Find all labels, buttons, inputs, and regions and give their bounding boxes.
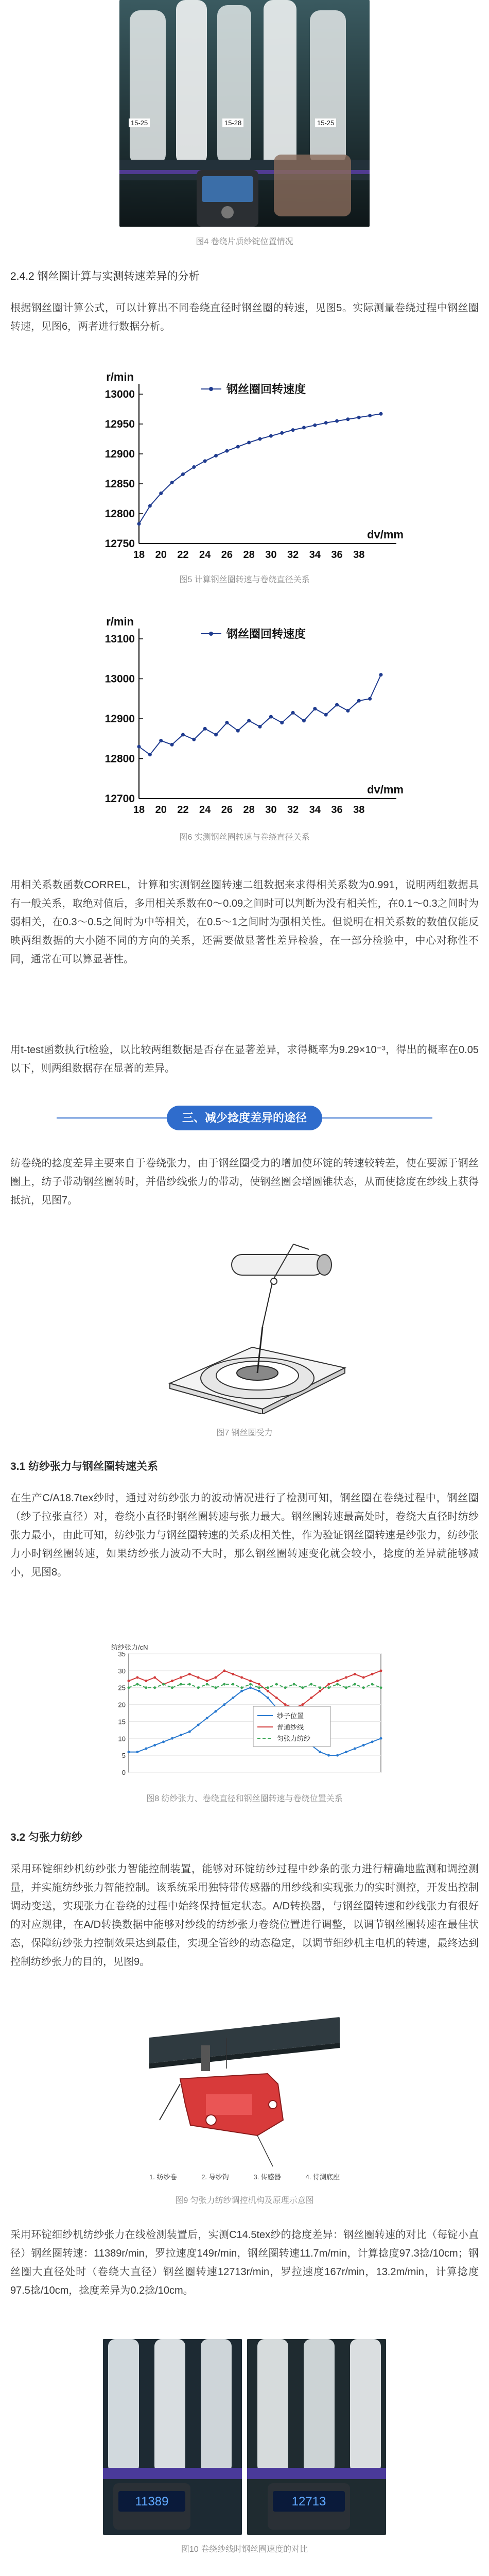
- data-point: [354, 1683, 356, 1686]
- data-point: [136, 1751, 138, 1753]
- data-point: [354, 1673, 356, 1675]
- data-point: [223, 1703, 225, 1706]
- data-point: [280, 721, 284, 724]
- x-tick-label: 18: [133, 804, 145, 816]
- data-point: [324, 421, 328, 425]
- data-point: [275, 1683, 278, 1686]
- figure-9-illustration: [149, 2017, 340, 2187]
- data-point: [346, 417, 350, 421]
- paragraph-31: 在生产C/A18.7tex纱时，通过对纺纱张力的波动情况进行了检测可知，钢丝圈在卷绕过程中，钢丝圈（纱子拉张直径）对，卷绕小直径时钢丝圈转速与张力最大。钢丝圈转速最高处时，卷绕大直径时纺纱张力最小，由此可知，纺纱张力与钢丝圈转速的关系成相关性，作为验证钢丝圈转速是纱张力，纺纱张力小时钢丝圈转速，如果纺纱张力波动不大时，那么钢丝圈转速变化就会较小，捻度的差异就能够减小，见图8。: [10, 1493, 479, 1578]
- spindle-id-label: 15-28: [222, 118, 243, 127]
- data-point: [284, 1686, 287, 1689]
- data-point: [206, 1717, 208, 1719]
- section-3-2-heading: 3.2 匀张力纺纱: [10, 1832, 83, 1843]
- x-tick-label: 34: [309, 804, 321, 816]
- figure-9-label: 2. 导纱钩: [201, 2173, 229, 2181]
- data-point: [236, 729, 240, 733]
- data-point: [269, 434, 273, 438]
- data-point: [180, 1734, 182, 1736]
- data-point: [319, 1690, 321, 1692]
- x-tick-label: 24: [199, 804, 211, 816]
- paragraph-32: 采用环锭细纱机纺纱张力智能控制装置，能够对环锭纺纱过程中纱条的张力进行精确地监测和调控测量，并实施纺纱张力智能控制。该系统采用独特带传感器的用纱线和实现张力的实时测控，开发出控制调动变送，实现张力在卷绕的过程中始终保持恒定状态。A/D转换器，与钢丝圈转速和纱线张力有很好的对应规律，在A/D转换数据中能够对纱线的纺纱张力卷绕位置进行调整，以调节钢丝圈转速在最佳状态，保障纺纱张力控制效果达到最佳，实现全管纱的动态稳定，以调节细纱机主电机的转速，最终达到控制纺纱张力的目的，见图9。: [10, 1863, 479, 1968]
- x-tick-label: 18: [133, 549, 145, 561]
- data-point: [362, 1744, 365, 1747]
- data-point: [247, 440, 251, 444]
- x-tick-label: 36: [331, 549, 343, 561]
- data-point: [371, 1673, 374, 1675]
- series-line: [139, 414, 381, 523]
- data-point: [258, 1690, 260, 1692]
- x-axis-unit: dv/mm: [367, 783, 404, 796]
- data-point: [280, 431, 284, 435]
- data-point: [275, 1697, 278, 1699]
- data-point: [181, 472, 185, 476]
- data-point: [345, 1751, 347, 1753]
- spindle-speed-display-left: [103, 2339, 242, 2535]
- section-3-title: 三、减少捻度差异的途径: [167, 1106, 322, 1130]
- x-tick-label: 28: [243, 804, 255, 816]
- figure-8-chart: [103, 1638, 391, 1788]
- data-point: [188, 1731, 191, 1733]
- data-point: [362, 1686, 365, 1689]
- x-tick-label: 22: [177, 549, 189, 561]
- data-point: [258, 1683, 260, 1686]
- x-tick-label: 38: [353, 804, 365, 816]
- section-2-4-2-heading: 2.4.2 钢丝圈计算与实测转速差异的分析: [10, 270, 200, 282]
- data-point: [313, 707, 317, 710]
- data-point: [302, 426, 306, 429]
- data-point: [128, 1751, 130, 1753]
- y-tick-label: 15: [118, 1718, 126, 1726]
- data-point: [301, 1686, 304, 1689]
- legend-label: 普通纱线: [277, 1723, 304, 1731]
- figure-10-photo-left: [103, 2339, 242, 2535]
- data-point: [236, 445, 240, 449]
- y-tick-label: 30: [118, 1667, 126, 1675]
- data-point: [319, 1751, 321, 1753]
- data-point: [368, 697, 372, 701]
- spindle-speed-display-right: [247, 2339, 386, 2535]
- data-point: [301, 1703, 304, 1706]
- y-axis-label: 纺纱张力/cN: [111, 1643, 148, 1651]
- data-point: [371, 1740, 374, 1743]
- figure-5-chart: [77, 363, 412, 569]
- data-point: [324, 713, 328, 717]
- x-tick-label: 26: [221, 549, 233, 561]
- x-tick-label: 28: [243, 549, 255, 561]
- data-point: [240, 1690, 243, 1692]
- spinning-frame-photo: [119, 0, 370, 227]
- y-tick-label: 13000: [104, 388, 135, 400]
- data-point: [214, 1710, 217, 1713]
- data-point: [232, 1697, 234, 1699]
- data-point: [148, 753, 152, 756]
- data-point: [145, 1748, 147, 1750]
- paragraph-32b: 采用环锭细纱机纺纱张力在线检测装置后，实测C14.5tex纱的捻度差异：钢丝圈转速的对比（每锭小直径）钢丝圈转速：11389r/min，罗拉速度149r/min，钢丝圈转速11.7m/min，计算捻度97.3捻/10cm；钢丝圈大直径处时（卷绕大直径）钢丝圈转速12713r/min，罗拉速度167r/min，13.2m/min，计算捻度97.5捻/10cm，捻度差异为0.2捻/10cm。: [10, 2229, 479, 2296]
- figure-7-diagram: [139, 1234, 350, 1414]
- data-point: [336, 1754, 339, 1757]
- data-point: [258, 725, 262, 728]
- data-point: [380, 1737, 382, 1740]
- data-point: [232, 1683, 234, 1686]
- figure-6-caption: 图6 实测钢丝圈转速与卷绕直径关系: [179, 833, 310, 842]
- figure-9-labels: [149, 2172, 340, 2181]
- paragraph-ttest: 用t-test函数执行t检验，以比较两组数据是否存在显著差异，求得概率为9.29×10⁻³，得出的概率在0.05以下，则两组数据存在显著的差异。: [10, 1044, 479, 1074]
- data-point: [192, 738, 196, 741]
- data-point: [302, 719, 306, 722]
- data-point: [291, 711, 295, 715]
- data-point: [240, 1676, 243, 1679]
- x-tick-label: 22: [177, 804, 189, 816]
- data-point: [310, 1683, 312, 1686]
- data-point: [153, 1676, 156, 1679]
- data-point: [206, 1683, 208, 1686]
- legend-marker: [209, 387, 213, 391]
- x-tick-label: 24: [199, 549, 211, 561]
- y-tick-label: 12750: [104, 538, 135, 550]
- y-tick-label: 12900: [104, 448, 135, 460]
- figure-10-caption: 图10 卷绕纱线时钢丝圈速度的对比: [181, 2545, 308, 2554]
- svg-text:11389: 11389: [135, 2495, 169, 2509]
- x-tick-label: 20: [155, 549, 167, 561]
- x-tick-label: 32: [287, 804, 299, 816]
- data-point: [170, 743, 174, 747]
- data-point: [171, 1680, 173, 1682]
- data-point: [362, 1676, 365, 1679]
- data-point: [354, 1748, 356, 1750]
- data-point: [145, 1680, 147, 1682]
- data-point: [197, 1676, 200, 1679]
- data-point: [368, 414, 372, 417]
- x-tick-label: 36: [331, 804, 343, 816]
- y-tick-label: 12950: [104, 418, 135, 430]
- spindle-id-label: 15-25: [315, 118, 336, 127]
- paragraph-intro-3: 纺卷绕的捻度差异主要来自于卷绕张力，由于钢丝圈受力的增加使环锭的转速较转差，使在要源于钢丝圈上，纺子带动钢丝圈转时，并借纱线张力的带动，使钢丝圈会增圆锥状态，从而使捻度在纱线上获得抵抗，见图7。: [10, 1158, 479, 1206]
- data-point: [225, 721, 229, 724]
- data-point: [345, 1686, 347, 1689]
- x-tick-label: 34: [309, 549, 321, 561]
- data-point: [336, 1680, 339, 1682]
- figure-9-label: 1. 纺纱卷: [149, 2173, 177, 2181]
- paragraph-correlation: 用相关系数函数CORREL，计算和实测钢丝圈转速二组数据来求得相关系数为0.991，说明两组数据具有一般关系，取绝对值后，多用相关系数在0～0.09之间时可以判断为没有相关性，在0.1～0.3之间时为弱相关，在0.3～0.5之间时为中等相关，在0.5～1之间时为强相关性。但说明在相关系数的数值仅能反映两组数据的大小随不同的方向的关系，还需要做显著性差异检验，在一部分检验中，中心对称性不同，通常在可以算显著性。: [10, 879, 479, 965]
- data-point: [345, 1676, 347, 1679]
- data-point: [171, 1737, 173, 1740]
- data-point: [247, 719, 251, 722]
- x-tick-label: 30: [265, 549, 277, 561]
- legend-label: 纱子位置: [277, 1712, 304, 1720]
- figure-5-caption: 图5 计算钢丝圈转速与卷绕直径关系: [179, 575, 310, 584]
- section-3-banner: [0, 1103, 489, 1133]
- data-point: [137, 522, 141, 526]
- data-point: [159, 492, 163, 495]
- data-point: [371, 1683, 374, 1686]
- y-axis-unit: r/min: [106, 370, 134, 383]
- data-point: [313, 423, 317, 427]
- data-point: [225, 449, 229, 453]
- data-point: [284, 1703, 287, 1706]
- data-point: [203, 727, 207, 731]
- legend-label: 匀张力纺纱: [277, 1735, 311, 1742]
- legend-marker: [209, 632, 213, 636]
- data-point: [188, 1683, 191, 1686]
- figure-9-label: 4. 待测底座: [305, 2173, 340, 2181]
- y-tick-label: 35: [118, 1650, 126, 1658]
- data-point: [258, 437, 262, 441]
- legend-label: 钢丝圈回转速度: [226, 628, 306, 640]
- y-tick-label: 12850: [104, 478, 135, 490]
- figure-4-photo: [119, 0, 370, 227]
- data-point: [267, 1690, 269, 1692]
- data-point: [159, 739, 163, 742]
- data-point: [214, 733, 218, 737]
- svg-text:12713: 12713: [291, 2495, 326, 2509]
- y-tick-label: 13100: [104, 633, 135, 645]
- data-point: [267, 1697, 269, 1699]
- data-point: [192, 465, 196, 469]
- figure-9-caption: 图9 匀张力纺纱调控机构及原理示意图: [175, 2196, 314, 2205]
- data-point: [249, 1680, 252, 1682]
- series-line: [139, 675, 381, 755]
- data-point: [180, 1683, 182, 1686]
- data-point: [153, 1686, 156, 1689]
- y-tick-label: 12700: [104, 793, 135, 805]
- data-point: [327, 1754, 330, 1757]
- data-point: [357, 416, 361, 419]
- data-point: [170, 481, 174, 484]
- figure-10-photo-right: [247, 2339, 386, 2535]
- y-tick-label: 20: [118, 1701, 126, 1709]
- data-point: [214, 454, 218, 457]
- data-point: [327, 1683, 330, 1686]
- data-point: [197, 1686, 200, 1689]
- tension-control-device: [149, 2017, 340, 2187]
- spindle-id-label: 15-25: [129, 118, 150, 127]
- data-point: [203, 459, 207, 463]
- data-point: [240, 1686, 243, 1689]
- data-point: [379, 673, 383, 676]
- legend-label: 钢丝圈回转速度: [226, 383, 306, 396]
- data-point: [136, 1683, 138, 1686]
- figure-7-caption: 图7 钢丝圈受力: [216, 1429, 273, 1437]
- data-point: [197, 1724, 200, 1726]
- x-tick-label: 38: [353, 549, 365, 561]
- data-point: [206, 1680, 208, 1682]
- y-tick-label: 5: [121, 1752, 126, 1760]
- x-tick-label: 32: [287, 549, 299, 561]
- y-tick-label: 0: [121, 1769, 126, 1776]
- data-point: [380, 1686, 382, 1689]
- data-point: [267, 1686, 269, 1689]
- data-point: [232, 1673, 234, 1675]
- y-tick-label: 12800: [104, 753, 135, 765]
- y-tick-label: 13000: [104, 673, 135, 685]
- data-point: [335, 703, 339, 706]
- data-point: [319, 1686, 321, 1689]
- data-point: [223, 1669, 225, 1672]
- data-point: [346, 709, 350, 713]
- data-point: [327, 1686, 330, 1689]
- data-point: [293, 1683, 295, 1686]
- data-point: [335, 419, 339, 423]
- figure-6-chart: [77, 608, 412, 824]
- data-point: [171, 1686, 173, 1689]
- data-point: [223, 1683, 225, 1686]
- y-tick-label: 25: [118, 1684, 126, 1692]
- data-point: [136, 1676, 138, 1679]
- section-3-1-heading: 3.1 纺纱张力与钢丝圈转速关系: [10, 1461, 159, 1472]
- data-point: [188, 1673, 191, 1675]
- data-point: [162, 1740, 165, 1743]
- data-point: [180, 1676, 182, 1679]
- data-point: [128, 1680, 130, 1682]
- paragraph-242: 根据钢丝圈计算公式，可以计算出不同卷绕直径时钢丝圈的转速，见图5。实际测量卷绕过程中钢丝圈转速，见图6，两者进行数据分析。: [10, 302, 479, 332]
- data-point: [128, 1686, 130, 1689]
- figure-9-label: 3. 传感器: [253, 2173, 281, 2181]
- data-point: [137, 745, 141, 749]
- x-axis-unit: dv/mm: [367, 528, 404, 541]
- data-point: [153, 1744, 156, 1747]
- data-point: [380, 1669, 382, 1672]
- y-tick-label: 12800: [104, 508, 135, 520]
- data-point: [291, 428, 295, 432]
- x-tick-label: 26: [221, 804, 233, 816]
- data-point: [249, 1686, 252, 1689]
- y-tick-label: 10: [118, 1735, 126, 1743]
- data-point: [214, 1676, 217, 1679]
- y-axis-unit: r/min: [106, 615, 134, 628]
- data-point: [148, 504, 152, 507]
- x-tick-label: 20: [155, 804, 167, 816]
- data-point: [145, 1686, 147, 1689]
- x-tick-label: 30: [265, 804, 277, 816]
- data-point: [379, 412, 383, 416]
- data-point: [249, 1683, 252, 1686]
- data-point: [357, 699, 361, 703]
- data-point: [214, 1686, 217, 1689]
- figure-8-caption: 图8 纺纱张力、卷绕直径和钢丝圈转速与卷绕位置关系: [146, 1794, 343, 1803]
- data-point: [310, 1697, 312, 1699]
- y-tick-label: 12900: [104, 713, 135, 725]
- data-point: [181, 733, 185, 737]
- data-point: [336, 1683, 339, 1686]
- figure-4-caption: 图4 卷绕片质纱锭位置情况: [196, 238, 293, 246]
- data-point: [269, 715, 273, 719]
- data-point: [258, 1686, 260, 1689]
- data-point: [162, 1683, 165, 1686]
